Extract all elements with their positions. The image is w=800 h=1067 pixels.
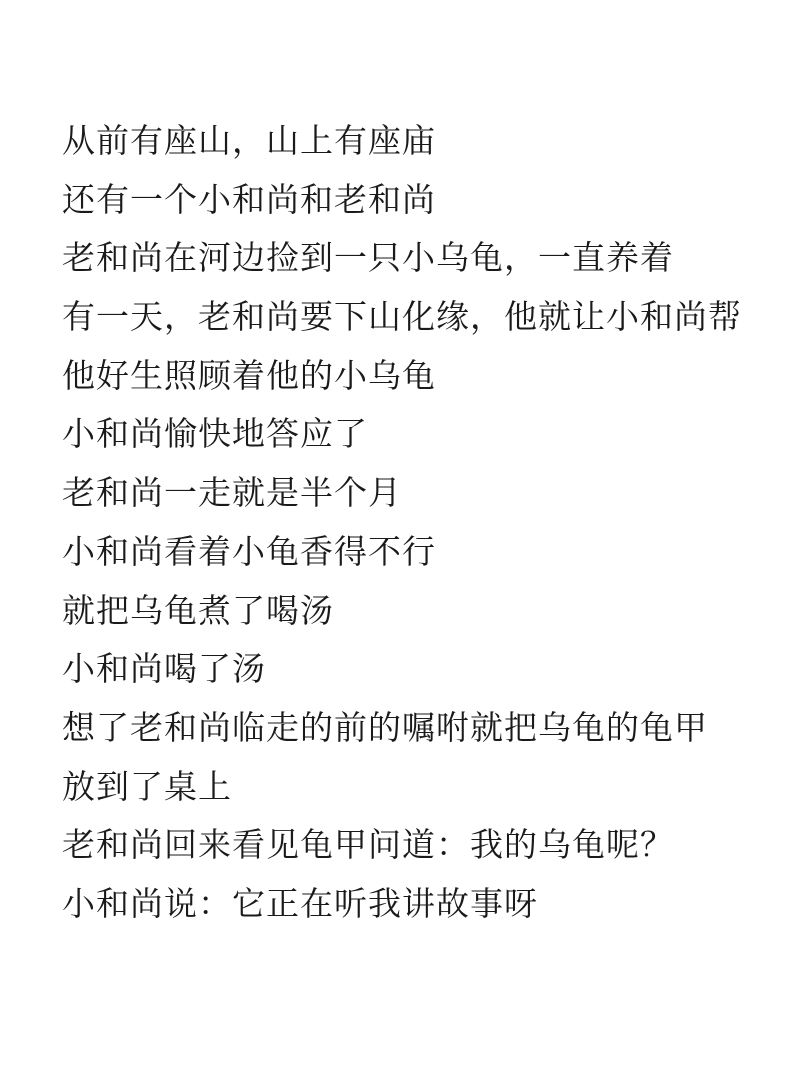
story-line-7: 老和尚一走就是半个月 (62, 473, 402, 513)
story-line-1: 从前有座山，山上有座庙 (62, 121, 436, 160)
story-line-14: 小和尚说：它正在听我讲故事呀 (62, 883, 538, 923)
story-line-13: 老和尚回来看见龟甲问道：我的乌龟呢？ (62, 825, 674, 865)
story-line-12: 放到了桌上 (62, 766, 232, 806)
story-line-11: 想了老和尚临走的前的嘱咐就把乌龟的龟甲 (62, 707, 708, 747)
story-line-4: 有一天，老和尚要下山化缘，他就让小和尚帮 (62, 297, 742, 337)
story-text (62, 112, 782, 934)
story-line-3: 老和尚在河边捡到一只小乌龟，一直养着 (62, 238, 674, 278)
story-line-8: 小和尚看着小龟香得不行 (62, 531, 436, 571)
story-line-9: 就把乌龟煮了喝汤 (62, 590, 334, 630)
story-line-2: 还有一个小和尚和老和尚 (62, 179, 436, 219)
story-line-6: 小和尚愉快地答应了 (62, 414, 368, 454)
story-line-5: 他好生照顾着他的小乌龟 (62, 355, 436, 395)
story-line-10: 小和尚喝了汤 (62, 649, 266, 689)
